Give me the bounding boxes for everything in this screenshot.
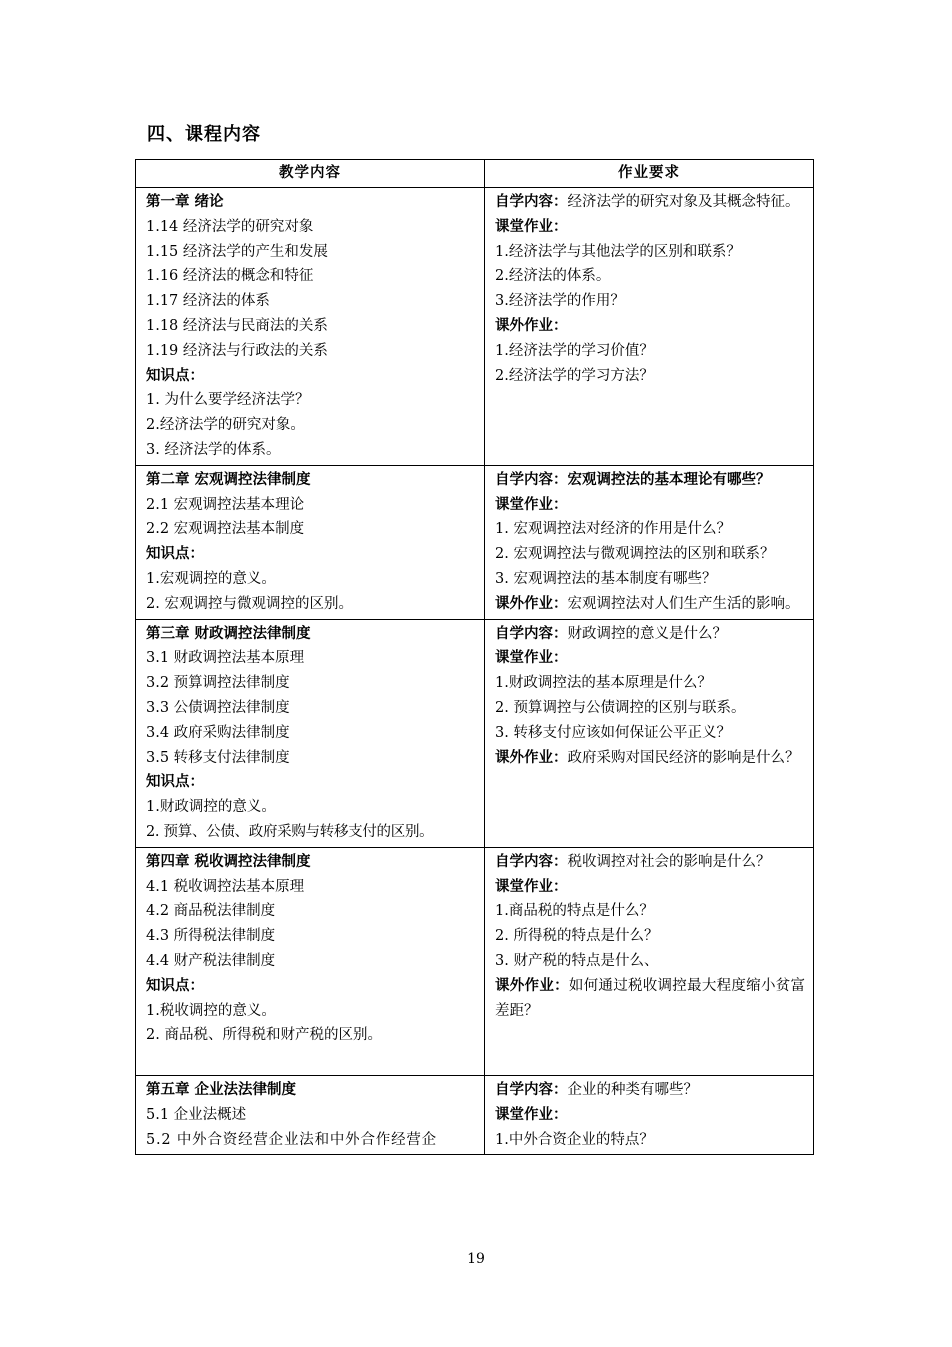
self-study-text: 宏观调控法的基本理论有哪些？	[567, 470, 771, 488]
list-item: 5.1 企业法概述	[146, 1106, 247, 1123]
class-work-item: 2.经济法的体系。	[495, 268, 611, 285]
list-item: 3.1 财政调控法基本原理	[146, 650, 305, 667]
self-study-label: 自学内容：	[495, 470, 568, 488]
chapter-5-homework	[485, 1076, 814, 1155]
list-item: 1.17 经济法的体系	[146, 293, 270, 310]
list-item: 4.4 财产税法律制度	[146, 952, 276, 969]
class-work-label: 课堂作业：	[495, 649, 568, 667]
list-item: 3.2 预算调控法律制度	[146, 675, 290, 692]
class-work-item: 1.经济法学与其他法学的区别和联系？	[495, 243, 741, 260]
table-row	[136, 847, 814, 1075]
chapter-heading: 第三章 财政调控法律制度	[146, 624, 311, 642]
outside-work	[495, 974, 805, 1024]
outside-work-item: 1.经济法学的学习价值？	[495, 342, 654, 359]
self-study	[495, 622, 805, 647]
knowledge-item: 1.税收调控的意义。	[146, 1002, 276, 1019]
list-item: 4.1 税收调控法基本原理	[146, 878, 305, 895]
list-item: 5.2 中外合资经营企业法和中外合作经营企	[146, 1131, 437, 1148]
knowledge-item: 3. 经济法学的体系。	[146, 441, 281, 458]
chapter-heading: 第四章 税收调控法律制度	[146, 852, 311, 870]
chapter-heading: 第二章 宏观调控法律制度	[146, 470, 311, 488]
chapter-2-content	[136, 465, 485, 619]
self-study	[495, 190, 805, 215]
knowledge-label: 知识点：	[146, 773, 204, 791]
class-work-item: 1. 宏观调控法对经济的作用是什么？	[495, 521, 731, 538]
self-study-text: 财政调控的意义是什么？	[567, 625, 727, 642]
chapter-5-content	[136, 1076, 485, 1155]
chapter-4-content	[136, 847, 485, 1075]
class-work-item: 1.商品税的特点是什么？	[495, 903, 654, 920]
class-work-item: 1.中外合资企业的特点？	[495, 1131, 654, 1148]
list-item: 1.14 经济法学的研究对象	[146, 218, 314, 235]
self-study	[495, 468, 805, 493]
list-item: 1.15 经济法学的产生和发展	[146, 243, 328, 260]
class-work-item: 1.财政调控法的基本原理是什么？	[495, 675, 712, 692]
outside-work	[495, 592, 805, 617]
chapter-heading: 第五章 企业法法律制度	[146, 1081, 297, 1099]
knowledge-item: 2. 商品税、所得税和财产税的区别。	[146, 1027, 382, 1044]
self-study-label: 自学内容：	[495, 193, 568, 210]
class-work-item: 2. 宏观调控法与微观调控法的区别和联系？	[495, 546, 775, 563]
self-study-text: 企业的种类有哪些？	[567, 1082, 698, 1099]
outside-work-label: 课外作业：	[495, 594, 568, 612]
page-number: 19	[467, 1251, 485, 1267]
course-content-table	[135, 159, 814, 1155]
header-homework: 作业要求	[485, 160, 814, 188]
knowledge-item: 1. 为什么要学经济法学？	[146, 392, 310, 409]
class-work-label: 课堂作业：	[495, 495, 568, 513]
list-item: 4.2 商品税法律制度	[146, 903, 276, 920]
table-row	[136, 465, 814, 619]
list-item: 3.4 政府采购法律制度	[146, 724, 290, 741]
table-header-row	[136, 160, 814, 188]
list-item: 2.1 宏观调控法基本理论	[146, 496, 305, 513]
self-study	[495, 1078, 805, 1103]
self-study-label: 自学内容：	[495, 852, 568, 870]
chapter-3-content	[136, 619, 485, 847]
class-work-label: 课堂作业：	[495, 217, 568, 235]
table-row	[136, 1076, 814, 1155]
outside-work-label: 课外作业：	[495, 748, 568, 766]
list-item: 3.3 公债调控法律制度	[146, 699, 290, 716]
self-study-text: 经济法学的研究对象及其概念特征。	[567, 194, 800, 210]
self-study-label: 自学内容：	[495, 624, 568, 642]
chapter-3-homework	[485, 619, 814, 847]
table-row	[136, 619, 814, 847]
outside-work-text: 宏观调控法对人们生产生活的影响。	[567, 595, 800, 612]
knowledge-label: 知识点：	[146, 366, 204, 384]
list-item: 1.16 经济法的概念和特征	[146, 268, 314, 285]
outside-work-item: 2.经济法学的学习方法？	[495, 367, 654, 384]
chapter-4-homework	[485, 847, 814, 1075]
self-study-label: 自学内容：	[495, 1081, 568, 1099]
class-work-item: 3.经济法学的作用？	[495, 293, 625, 310]
chapter-heading: 第一章 绪论	[146, 193, 224, 210]
self-study-text: 税收调控对社会的影响是什么？	[567, 853, 771, 870]
outside-work	[495, 746, 805, 771]
outside-work-text: 政府采购对国民经济的影响是什么？	[567, 749, 800, 766]
chapter-1-homework	[485, 188, 814, 466]
knowledge-item: 2. 预算、公债、政府采购与转移支付的区别。	[146, 823, 434, 840]
chapter-1-content	[136, 188, 485, 466]
class-work-item: 3. 转移支付应该如何保证公平正义？	[495, 724, 731, 741]
list-item: 2.2 宏观调控法基本制度	[146, 521, 305, 538]
chapter-2-homework	[485, 465, 814, 619]
list-item: 1.18 经济法与民商法的关系	[146, 317, 328, 334]
class-work-label: 课堂作业：	[495, 877, 568, 895]
class-work-label: 课堂作业：	[495, 1105, 568, 1123]
knowledge-item: 1.财政调控的意义。	[146, 799, 276, 816]
class-work-item: 3. 财产税的特点是什么、	[495, 952, 659, 969]
outside-work-label: 课外作业：	[495, 316, 568, 334]
knowledge-label: 知识点：	[146, 976, 204, 994]
class-work-item: 2. 预算调控与公债调控的区别与联系。	[495, 699, 746, 716]
class-work-item: 3. 宏观调控法的基本制度有哪些？	[495, 570, 717, 587]
list-item: 3.5 转移支付法律制度	[146, 749, 290, 766]
outside-work-label: 课外作业：	[495, 976, 569, 994]
self-study	[495, 850, 805, 875]
table-row	[136, 188, 814, 466]
knowledge-label: 知识点：	[146, 545, 204, 563]
page-title: 四、课程内容	[147, 124, 261, 145]
header-content: 教学内容	[136, 160, 485, 188]
class-work-item: 2. 所得税的特点是什么？	[495, 928, 659, 945]
knowledge-item: 2.经济法学的研究对象。	[146, 417, 305, 434]
knowledge-item: 2. 宏观调控与微观调控的区别。	[146, 595, 353, 612]
outside-work-text: 如何通过税收调控最大程度缩小贫富差距？	[495, 977, 805, 1019]
knowledge-item: 1.宏观调控的意义。	[146, 570, 276, 587]
list-item: 4.3 所得税法律制度	[146, 928, 276, 945]
list-item: 1.19 经济法与行政法的关系	[146, 342, 328, 359]
